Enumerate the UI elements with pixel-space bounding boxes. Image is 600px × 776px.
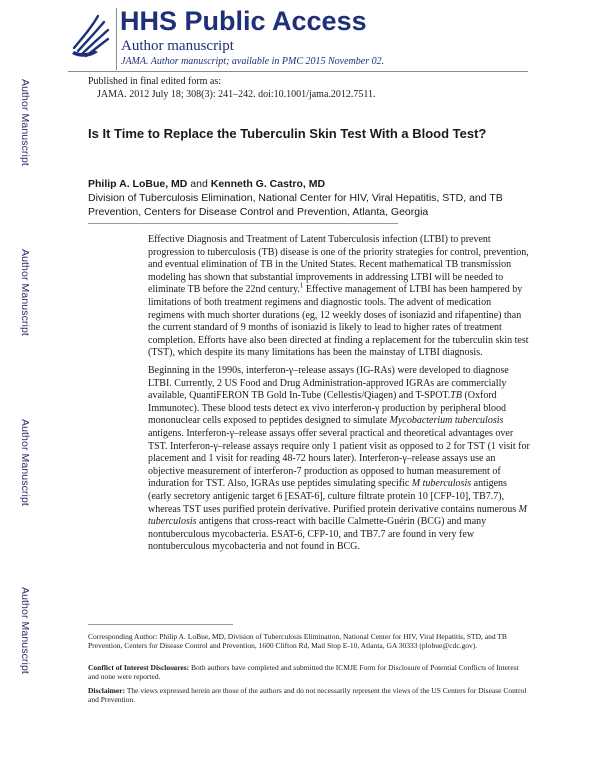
hhs-eagle-logo-icon [68,8,112,60]
paragraph-text: Effective Diagnosis and Treatment of Latent Tuberculosis infection (LTBI) to prevent progression to tuberculosis (TB) disease is one of the priority strategies for control, prevention, and eventual elimination of TB in the United States. Recent mathematical TB transmission modeling has shown that substantial improvements in addressing LTBI will be needed to eliminate TB before the 22nd century. [148,234,529,296]
article-title: Is It Time to Replace the Tuberculin Skin Test With a Blood Test? [88,126,487,141]
side-label-author-manuscript: Author Manuscript [19,586,31,674]
author-affiliation: Division of Tuberculosis Elimination, National Center for HIV, Viral Hepatitis, STD, and TB Prevention, Centers for Disease Control and Prevention, Atlanta, Georgia [88,192,503,218]
side-label-author-manuscript: Author Manuscript [19,418,31,506]
side-label-author-manuscript: Author Manuscript [19,78,31,166]
italic-term: TB [450,390,462,402]
paragraph-text: antigens that cross-react with bacille Calmette-Guérin (BCG) and many nontuberculous mycobacteria. ESAT-6, CFP-10, and TB7.7 are found in very few nontuberculous mycobacteria and not found in BCG. [148,516,487,553]
footnote-text: Both authors have completed and submitted the ICMJE Form for Disclosure of Potential Conflicts of Interest and none were reported. [88,663,519,681]
disclaimer-footnote [88,686,528,704]
citation-line: JAMA. 2012 July 18; 308(3): 241–242. doi:10.1001/jama.2012.7511. [97,89,376,100]
italic-term: Mycobacterium tuberculosis [389,415,504,427]
author-name: Kenneth G. Castro, MD [210,178,326,190]
paragraph-text: antigens. Interferon-γ–release assays offer several practical and theoretical advantages over TST. Interferon-γ–release assays require only 1 patient visit as opposed to 2 for TST (1 visit for placement and 1 visit for reading 48-72 hours later). Interferon-γ–release assays use an objective measurement of interferon-7 production as opposed to human measurement of induration for TST. Also, IGRAs use peptides simulating specific [148,427,530,490]
affiliation-rule [88,223,398,224]
paragraph-text: Effective management of LTBI has been hampered by limitations of both treatment regimens and diagnostic tools. The advent of medication regimens with much shorter durations (eg, 12 weekly doses of isoniazid and rifapentine) than the current standard of 9 months of isoniazid is likely to lead to higher rates of treatment completion. Efforts have also been directed at finding a replacement for the tuberculin skin test (TST), which despite its many limitations has been the mainstay of LTBI diagnosis. [148,284,529,359]
italic-term: M tuberculosis [148,503,527,528]
paragraph-text: (Oxford Immunotec). These blood tests detect ex vivo interferon-γ production by peripheral blood mononuclear cells exposed to peptides designed to simulate [148,390,507,427]
body-paragraph-1 [148,234,530,360]
footnote-rule [88,624,233,625]
conflict-disclosure-footnote [88,663,528,681]
corresponding-author-footnote: Corresponding Author: Philip A. LoBue, MD, Division of Tuberculosis Elimination, National Center for HIV, Viral Hepatitis, STD, and TB Prevention, Centers for Disease Control and Prevention, 1600 Clifton Rd, Mail Stop E-10, Atlanta, GA 30333 (plobue@cdc.gov). [88,632,507,650]
footnote-label: Disclaimer: [88,686,126,695]
author-manuscript-subtitle: Author manuscript [121,38,234,54]
side-margin [0,0,36,776]
journal-availability-text: JAMA. Author manuscript; available in PMC 2015 November 02. [121,56,385,67]
italic-term: M tuberculosis [411,478,472,490]
author-list [88,178,325,191]
header-horizontal-rule [68,71,528,72]
hhs-public-access-title: HHS Public Access [120,6,367,36]
paragraph-text: antigens (early secretory antigenic target 6 [ESAT-6], culture filtrate protein 10 [CFP-10], TB7.7), whereas TST uses purified protein derivative. Purified protein derivative contains numerous [148,478,519,515]
footnote-label: Conflict of Interest Disclosures: [88,663,190,672]
paragraph-text: Beginning in the 1990s, interferon-γ–release assays (IG-RAs) were developed to diagnose LTBI. Currently, 2 US Food and Drug Administration-approved IGRAs are commercially available, QuantiFERON TB Gold In-Tube (Cellestis/Qiagen) and T-SPOT. [148,365,509,402]
reference-superscript[interactable]: 1 [299,282,304,291]
published-line: Published in final edited form as: [88,76,222,87]
header-vertical-rule [116,8,117,70]
body-paragraph-2 [148,365,530,554]
author-name: Philip A. LoBue, MD [88,178,188,190]
author-conjunction: and [190,178,208,190]
footnote-text: The views expressed herein are those of the authors and do not necessarily represent the views of the US Centers for Disease Control and Prevention. [88,686,527,704]
side-label-author-manuscript: Author Manuscript [19,248,31,336]
journal-availability-line [121,56,384,68]
